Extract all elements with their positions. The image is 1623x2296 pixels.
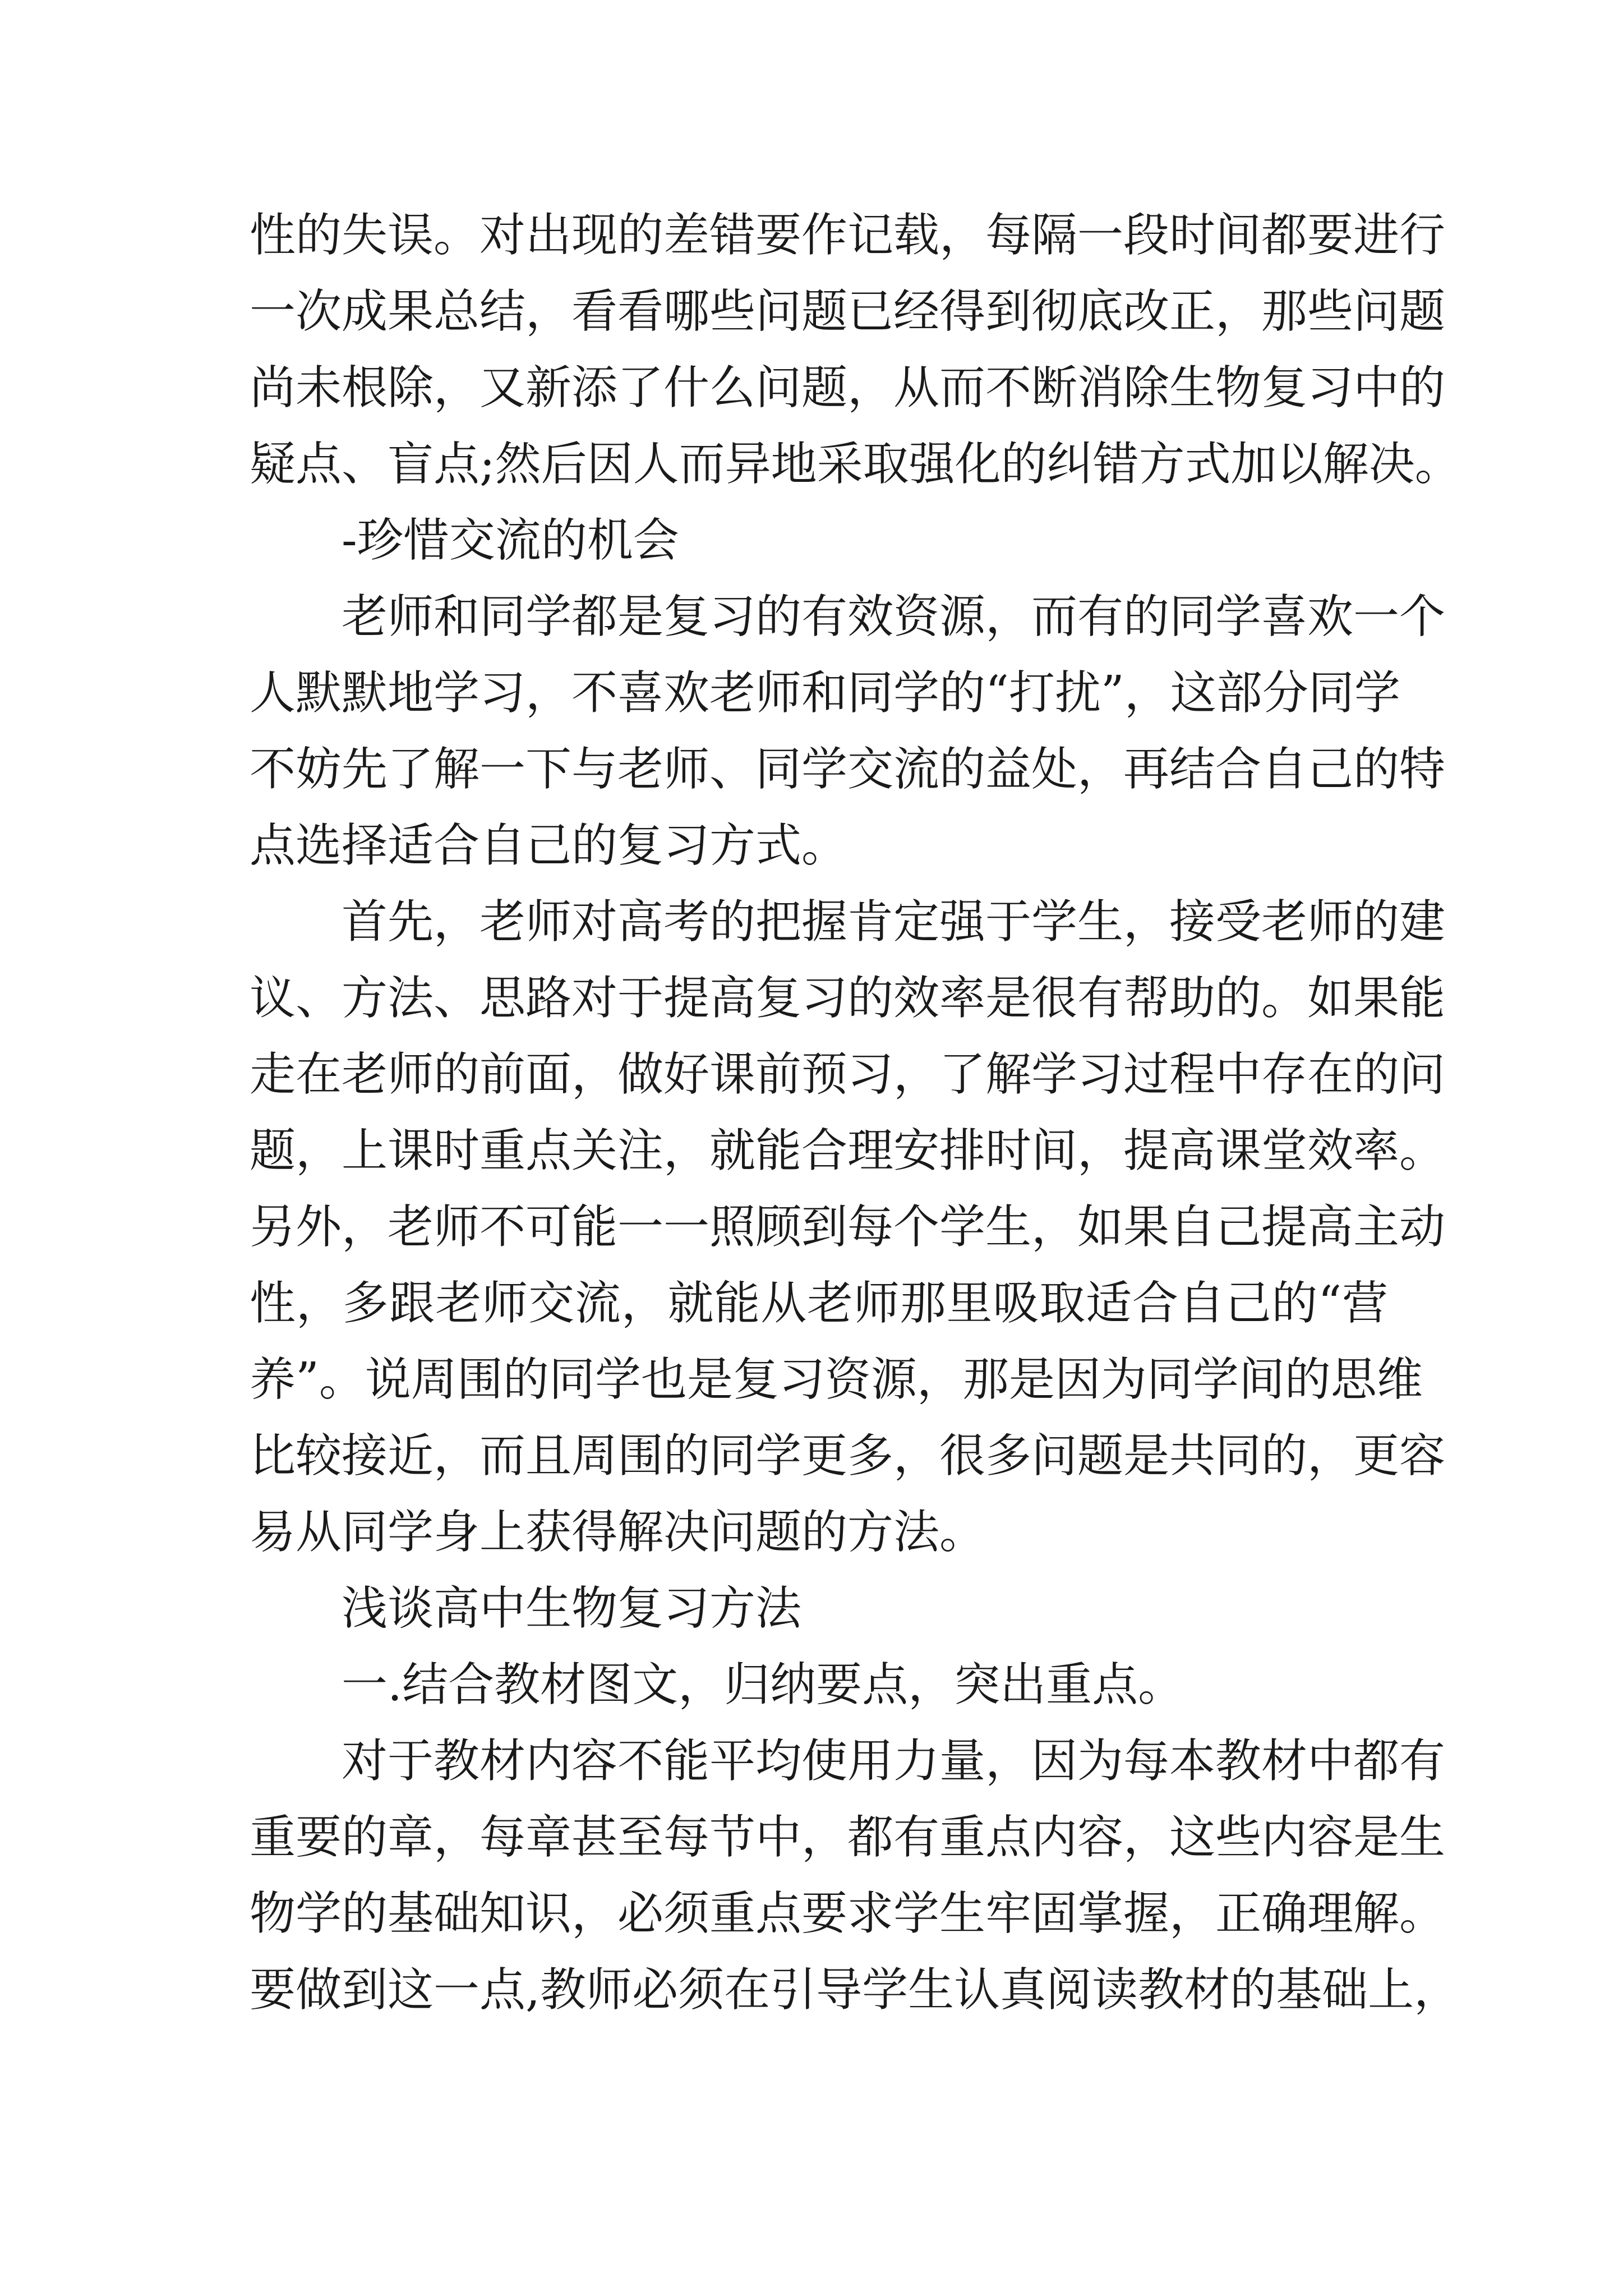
text-line: 比较接近，而且周围的同学更多，很多问题是共同的，更容: [250, 1429, 1446, 1483]
text-line: 一.结合教材图文，归纳要点，突出重点。: [342, 1658, 1184, 1711]
text-line: 养”。说周围的同学也是复习资源，那是因为同学间的思维: [250, 1353, 1423, 1406]
document-body: [250, 197, 1461, 2028]
text-line: 一次成果总结，看看哪些问题已经得到彻底改正，那些问题: [250, 285, 1446, 338]
text-line: 另外，老师不可能一一照顾到每个学生，如果自己提高主动: [250, 1200, 1446, 1254]
text-line: 浅谈高中生物复习方法: [342, 1582, 802, 1635]
text-line: 疑点、盲点;然后因人而异地采取强化的纠错方式加以解决。: [250, 438, 1461, 491]
text-line: 议、方法、思路对于提高复习的效率是很有帮助的。如果能: [250, 972, 1446, 1025]
text-line: 性的失误。对出现的差错要作记载，每隔一段时间都要进行: [250, 209, 1446, 262]
text-line: 题，上课时重点关注，就能合理安排时间，提高课堂效率。: [250, 1124, 1446, 1177]
text-line: 人默默地学习，不喜欢老师和同学的“打扰”，这部分同学: [250, 666, 1400, 720]
text-line: 点选择适合自己的复习方式。: [250, 819, 848, 872]
text-line: 对于教材内容不能平均使用力量，因为每本教材中都有: [342, 1734, 1446, 1788]
text-line: 不妨先了解一下与老师、同学交流的益处，再结合自己的特: [250, 743, 1446, 796]
text-line: 要做到这一点,教师必须在引导学生认真阅读教材的基础上，: [250, 1963, 1460, 2017]
text-line: -珍惜交流的机会: [342, 514, 679, 567]
text-line: 首先，老师对高考的把握肯定强于学生，接受老师的建: [342, 895, 1446, 949]
text-line: 尚未根除，又新添了什么问题，从而不断消除生物复习中的: [250, 361, 1446, 415]
text-line: 物学的基础知识，必须重点要求学生牢固掌握，正确理解。: [250, 1887, 1446, 1940]
text-line: 老师和同学都是复习的有效资源，而有的同学喜欢一个: [342, 590, 1446, 643]
text-line: 走在老师的前面，做好课前预习，了解学习过程中存在的问: [250, 1048, 1446, 1101]
text-line: 重要的章，每章甚至每节中，都有重点内容，这些内容是生: [250, 1811, 1446, 1864]
text-line: 易从同学身上获得解决问题的方法。: [250, 1506, 986, 1559]
text-line: 性，多跟老师交流，就能从老师那里吸取适合自己的“营: [250, 1277, 1388, 1330]
